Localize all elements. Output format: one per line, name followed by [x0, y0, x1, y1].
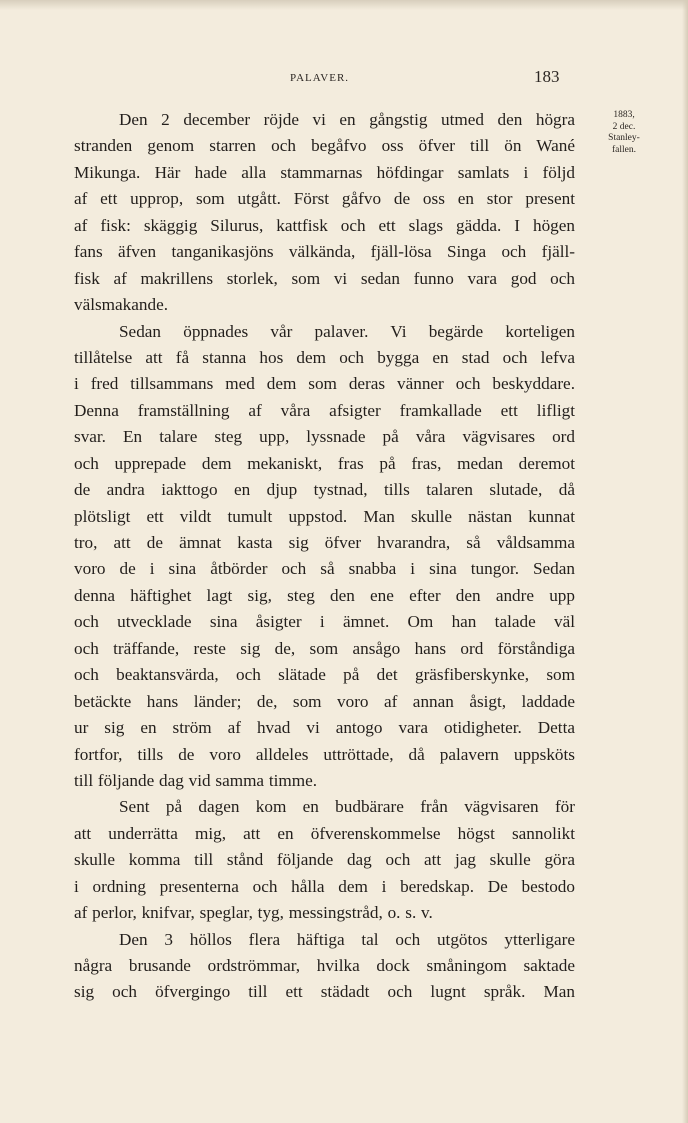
running-title: PALAVER. [290, 72, 350, 84]
text-line: Sent på dagen kom en budbärare från vägvisaren för [119, 797, 575, 817]
text-line: tillåtelse att få stanna hos dem och bygga en stad och lefva [74, 347, 575, 367]
text-line: de andra iakttogo en djup tystnad, tills talaren slutade, då [74, 480, 575, 500]
text-line: och beaktansvärda, och slätade på det gräsfiberskynke, som [74, 665, 575, 685]
margin-note-date: 2 dec. [612, 121, 636, 132]
text-line: till följande dag vid samma timme. [74, 770, 318, 790]
margin-note-place-2: fallen. [611, 144, 636, 155]
text-line: Mikunga. Här hade alla stammarnas höfdingar samlats i följd [74, 162, 575, 182]
body-text [74, 107, 575, 1006]
text-line: af ett upprop, som utgått. Först gåfvo de oss en stor present [74, 189, 575, 209]
text-line: och upprepade dem mekaniskt, fras på fras, medan deremot [74, 453, 575, 473]
text-line: fortfor, tills de voro alldeles uttröttade, då palavern uppsköts [74, 744, 575, 764]
text-line: fisk af makrillens storlek, som vi sedan funno vara god och [74, 268, 575, 288]
text-line: och utvecklade sina åsigter i ämnet. Om han talade väl [74, 612, 575, 632]
text-line: några brusande ordströmmar, hvilka dock småningom saktade [74, 956, 575, 975]
text-line: välsmakande. [74, 295, 169, 315]
text-line: betäckte hans länder; de, som voro af annan åsigt, laddade [74, 691, 575, 711]
text-line: Sedan öppnades vår palaver. Vi begärde korteligen [119, 321, 575, 341]
text-line: fans äfven tanganikasjöns välkända, fjäll-lösa Singa och fjäll- [74, 242, 575, 262]
text-line: och träffande, reste sig de, som ansågo hans ord förståndiga [74, 638, 575, 658]
text-line: af fisk: skäggig Silurus, kattfisk och ett slags gädda. I högen [74, 215, 575, 235]
text-line: skulle komma till stånd följande dag och att jag skulle göra [74, 850, 575, 870]
page-top-shadow [0, 0, 688, 10]
text-line: Denna framställning af våra afsigter framkallade ett lifligt [74, 400, 575, 420]
margin-note-year: 1883, [613, 110, 635, 120]
text-line: sig och öfvergingo till ett städadt och lugnt språk. Man [74, 982, 575, 1002]
text-line: denna häftighet lagt sig, steg den ene efter den andre upp [74, 585, 575, 605]
text-line: plötsligt ett vildt tumult uppstod. Man skulle nästan kunnat [74, 506, 575, 526]
text-line: af perlor, knifvar, speglar, tyg, messingstråd, o. s. v. [74, 903, 433, 923]
margin-note-place-1: Stanley- [608, 133, 640, 143]
text-line: svar. En talare steg upp, lyssnade på våra vägvisares ord [74, 427, 575, 447]
margin-note [592, 110, 656, 156]
text-line: ur sig en ström af hvad vi antogo vara otidigheter. Detta [74, 718, 575, 738]
text-line: tro, att de ämnat kasta sig öfver hvarandra, så våldsamma [74, 533, 575, 552]
text-line: Den 3 höllos flera häftiga tal och utgötos ytterligare [119, 929, 575, 949]
text-line: Den 2 december röjde vi en gångstig utmed den högra [119, 110, 575, 129]
text-line: voro de i sina åtbörder och så snabba i sina tungor. Sedan [74, 559, 575, 579]
text-line: att underrätta mig, att en öfverenskommelse högst sannolikt [74, 823, 575, 843]
text-line: i fred tillsammans med dem som deras vänner och beskyddare. [74, 374, 575, 394]
text-line: i ordning presenterna och hålla dem i beredskap. De bestodo [74, 876, 575, 896]
page-right-edge [682, 0, 688, 1123]
page-number: 183 [534, 67, 560, 86]
text-line: stranden genom starren och begåfvo oss öfver till ön Wané [74, 136, 575, 156]
